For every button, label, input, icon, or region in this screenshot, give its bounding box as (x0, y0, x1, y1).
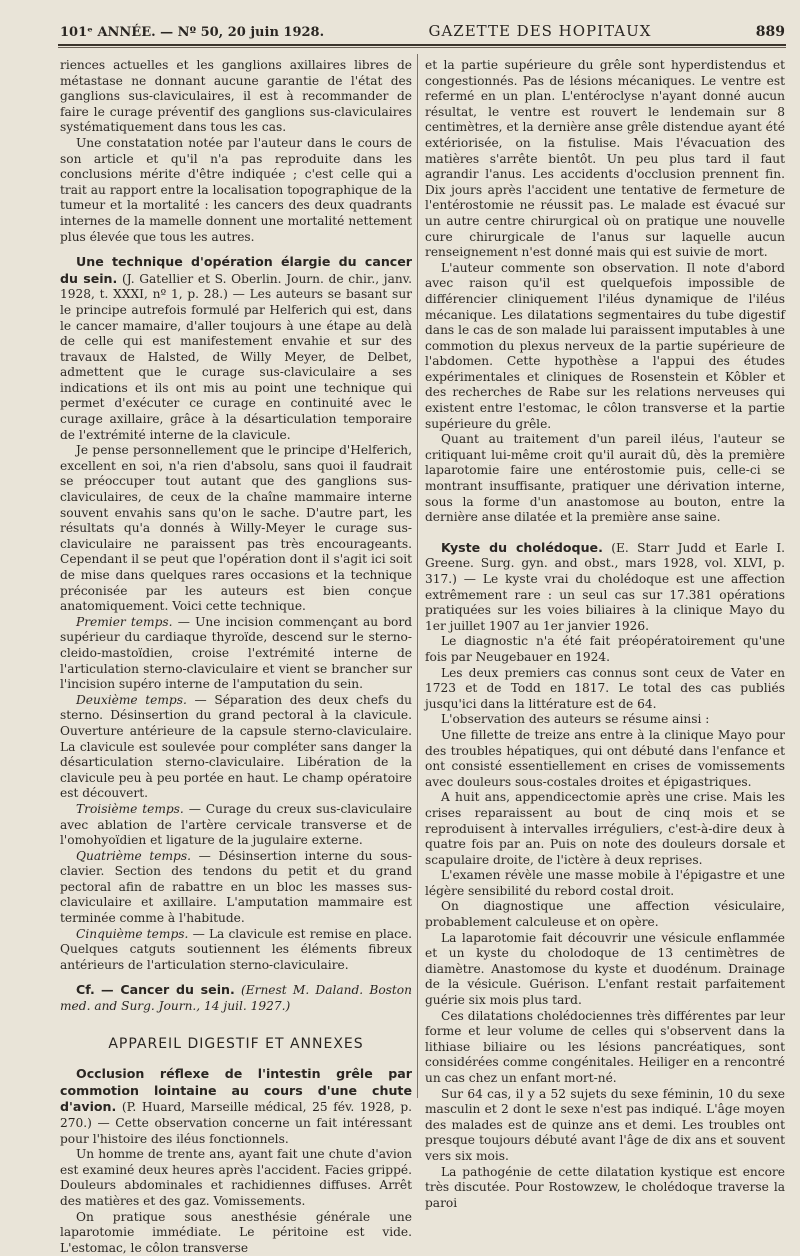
step-paragraph (60, 927, 412, 974)
step-paragraph (60, 693, 412, 802)
left-column (60, 58, 413, 1255)
step-label: Deuxième temps. (76, 692, 187, 707)
step-text: — Désinsertion interne du sous-clavier. Section des tendons du petit et du grand pectoral afin de rabattre en un bloc les masses sus-claviculaire et axillaire. L'amputation mammaire est terminée comme à l'habitude. (60, 848, 412, 926)
paragraph: Je pense personnellement que le principe d'Helferich, excellent en soi, n'a rien d'absolu, sans quoi il faudrait se préoccuper tout autant que des ganglions sus-claviculaires, de ceux de la chaîne mammaire interne souvent envahis sans qu'on le sache. D'autre part, les résultats qu'a donnés à Willy-Meyer le curage sus-claviculaire ne paraissent pas très encourageants. Cependant il se peut que l'opération dont il s'agit ici soit de mise dans quelques rares occasions et la technique préconisée par les auteurs est bien conçue anatomiquement. Voici cette technique. (60, 443, 412, 614)
article-title: Une technique d'opération élargie du cancer du sein. (60, 254, 412, 286)
paragraph: riences actuelles et les ganglions axillaires libres de métastase ne donnant aucune garantie de l'état des ganglions sus-claviculaires, il est à recommander de faire le curage préventif des ganglions sus-claviculaires systématiquement dans tous les cas. (60, 58, 412, 135)
step-label: Premier temps. (76, 614, 173, 629)
step-text: — La clavicule est remise en place. Quelques catguts soutiennent les éléments fibreux antérieurs de l'articulation sterno-claviculaire. (60, 926, 413, 972)
step-label: Quatrième temps. (76, 848, 191, 863)
paragraph: Un homme de trente ans, ayant fait une chute d'avion est examiné deux heures après l'accident. Facies grippé. Douleurs abdominales et rachidiennes diffuses. Arrêt des matières et des gaz. Vomissements. (60, 1147, 412, 1208)
article-title: Occlusion réflexe de l'intestin grêle par commotion lointaine au cours d'une chute d'avion. (60, 1066, 412, 1115)
article-reference: (J. Gatellier et S. Oberlin. Journ. de chir., janv. 1928, t. XXXI, nº 1, p. 28.) — (60, 271, 412, 302)
article-lead (60, 1066, 412, 1147)
step-text: — Une incision commençant au bord supérieur du cardiaque thyroïde, descend sur le sterno-cleido-mastoïdien, croise l'extrémité interne de l'articulation sterno-claviculaire et vient se brancher sur l'incision supéro interne de l'amputation du sein. (60, 614, 413, 692)
paragraph: Sur 64 cas, il y a 52 sujets du sexe féminin, 10 du sexe masculin et 2 dont le sexe n'est pas indiqué. L'âge moyen des malades est de quinze ans et demi. Les troubles ont presque toujours débuté avant l'âge de dix ans et souvent vers six mois. (425, 1086, 785, 1163)
article-title: Kyste du cholédoque. (441, 539, 603, 555)
paragraph: et la partie supérieure du grêle sont hyperdistendus et congestionnés. Pas de lésions mécaniques. Le ventre est refermé en un plan. L'entéroclyse n'ayant donné aucun résultat, le ventre est rouvert le lendemain sur 8 centimètres, et la dernière anse grêle distendue ayant été extériorisée, on la fistulise. Mais l'évacuation des matières s'arrête bientôt. Un peu plus tard il faut agrandir l'anus. Les accidents d'occlusion prennent fin. Dix jours après l'accident une tentative de fermeture de l'entérostomie ne réussit pas. Le malade est évacué sur un autre centre chirurgical où on pratique une nouvelle cure chirurgicale de l'anus sur laquelle aucun renseignement n'est donné mais qui est suivie de mort. (425, 58, 785, 260)
article-body: Le kyste vrai du cholédoque est une affection extrêmement rare : un seul cas sur 17.381 opérations pratiquées sur les voies biliaires à la clinique Mayo du 1er juillet 1907 au 1er janvier 1926. (425, 572, 786, 633)
section-heading: APPAREIL DIGESTIF ET ANNEXES (108, 1035, 364, 1052)
paragraph: La pathogénie de cette dilatation kystique est encore très discutée. Pour Rostowzew, le cholédoque traverse la paroi (425, 1164, 785, 1210)
paragraph: Une constatation notée par l'auteur dans le cours de son article et qu'il n'a pas reproduite dans les conclusions mérite d'être indiquée ; c'est celle qui a trait au rapport entre la localisation topographique de la tumeur et la mortalité : les cancers des deux quadrants internes de la mamelle donnent une mortalité nettement plus élevée que tous les autres. (60, 135, 412, 244)
paragraph: Ces dilatations cholédociennes très différentes par leur forme et leur volume de celles qui s'observent dans la lithiase biliaire ou les lésions pancréatiques, sont considérées comme congénitales. Heiliger en a rencontré un cas chez un enfant mort-né. (425, 1008, 785, 1085)
page-header (60, 14, 785, 40)
header-rule (58, 44, 786, 46)
paragraph: A huit ans, appendicectomie après une crise. Mais les crises reparaissent au bout de cinq mois et se reproduisent à intervalles irréguliers, c'est-à-dire deux à quatre fois par an. Puis on note des douleurs dorsale et scapulaire droite, de l'ictère à deux reprises. (425, 790, 785, 867)
step-text: — Curage du creux sus-claviculaire avec ablation de l'artère cervicale transverse et de l'omohyoïdien et ligature de la jugulaire externe. (60, 801, 412, 848)
step-paragraph (60, 849, 412, 927)
step-text: — Séparation des deux chefs du sterno. Désinsertion du grand pectoral à la clavicule. Ouverture antérieure de la capsule sterno-claviculaire. La clavicule est soulevée pour compléter sans danger la désarticulation sterno-claviculaire. Libération de la clavicule peu à peu portée en haut. Le champ opératoire est découvert. (60, 692, 413, 801)
article-reference: (P. Huard, Marseille médical, 25 fév. 1928, p. 270.) — (60, 1100, 413, 1130)
article-body: Les auteurs se basant sur le principe autrefois formulé par Helferich qui est, dans le cancer mamaire, d'aller toujours à une étape au delà de celle qui est manifestement envahie et sur des travaux de Halsted, de Willy Meyer, de Delbet, admettent que le curage sus-claviculaire a ses indications et ils ont mis au point une technique qui permet d'exécuter ce curage en continuité avec le curage axillaire, grâce à la désarticulation temporaire de l'extrémité interne de la clavicule. (60, 287, 412, 442)
paragraph: L'observation des auteurs se résume ainsi : (441, 712, 710, 727)
cross-reference (60, 982, 412, 1014)
paragraph: Une fillette de treize ans entre à la clinique Mayo pour des troubles hépatiques, qui ont débuté dans l'enfance et ont consisté essentiellement en crises de vomissements avec douleurs sous-costales droites et épigastriques. (425, 727, 785, 789)
cf-label: Cf. (76, 982, 95, 998)
paragraph: Le diagnostic n'a été fait préopératoirement qu'une fois par Neugebauer en 1924. (425, 634, 785, 664)
paragraph: On pratique sous anesthésie générale une laparotomie immédiate. Le péritoine est vide. L'estomac, le côlon transverse (60, 1209, 412, 1255)
page-number: 889 (755, 24, 785, 40)
cf-reference: (Ernest M. Daland. Boston med. and Surg. Journ., 14 juil. 1927.) (60, 983, 412, 1014)
paragraph: On diagnostique une affection vésiculaire, probablement calculeuse et on opère. (425, 899, 785, 930)
article-body: Cette observation concerne un fait intéressant pour l'histoire des iléus fonctionnels. (60, 1116, 413, 1146)
step-paragraph (60, 615, 412, 693)
step-paragraph (60, 802, 412, 849)
cf-title: — Cancer du sein. (101, 982, 235, 998)
step-label: Troisième temps. (76, 801, 184, 816)
paragraph: L'examen révèle une masse mobile à l'épigastre et une légère sensibilité du rebord costal droit. (425, 868, 785, 898)
article-lead (60, 254, 412, 443)
step-label: Cinquième temps. (76, 926, 189, 941)
column-divider (417, 54, 418, 1098)
paragraph: Quant au traitement d'un pareil iléus, l'auteur se critiquant lui-même croit qu'il aurait dû, dès la première laparotomie faire une entérostomie puis, celle-ci se montrant insuffisante, pratiquer une dérivation interne, sous la forme d'un anastomose au bouton, entre la dernière anse dilatée et la première anse saine. (425, 432, 785, 525)
header-rule-thin (58, 47, 786, 48)
paragraph: Les deux premiers cas connus sont ceux de Vater en 1723 et de Todd en 1817. Le total des cas publiés jusqu'ici dans la littérature est de 64. (425, 665, 785, 711)
journal-title: GAZETTE DES HOPITAUX (428, 22, 652, 40)
right-column (425, 58, 786, 1210)
article-lead (425, 540, 785, 635)
paragraph: La laparotomie fait découvrir une vésicule enflammée et un kyste du cholodoque de 13 centimètres de diamètre. Anastomose du kyste et duodénum. Drainage de la vésicule. Guérison. L'enfant restait parfaitement guérie six mois plus tard. (425, 930, 785, 1008)
issue-info: 101ᵉ ANNÉE. — Nº 50, 20 juin 1928. (60, 25, 325, 40)
paragraph: L'auteur commente son observation. Il note d'abord avec raison qu'il est quelquefois impossible de différencier cliniquement l'iléus dynamique de l'iléus mécanique. Les dilatations segmentaires du tube digestif dans le cas de son malade lui paraissent imputables à une commotion du plexus nerveux de la partie supérieure de l'abdomen. Cette hypothèse a l'appui des études expérimentales et cliniques de Rosenstein et Kôbler et des recherches de Rabe sur les relations nerveuses qui existent entre l'estomac, le côlon transverse et la partie supérieure du grêle. (425, 260, 785, 431)
article-reference: (E. Starr Judd et Earle I. Greene. Surg. gyn. and obst., mars 1928, vol. XLVI, p. 317.) — (425, 540, 786, 586)
